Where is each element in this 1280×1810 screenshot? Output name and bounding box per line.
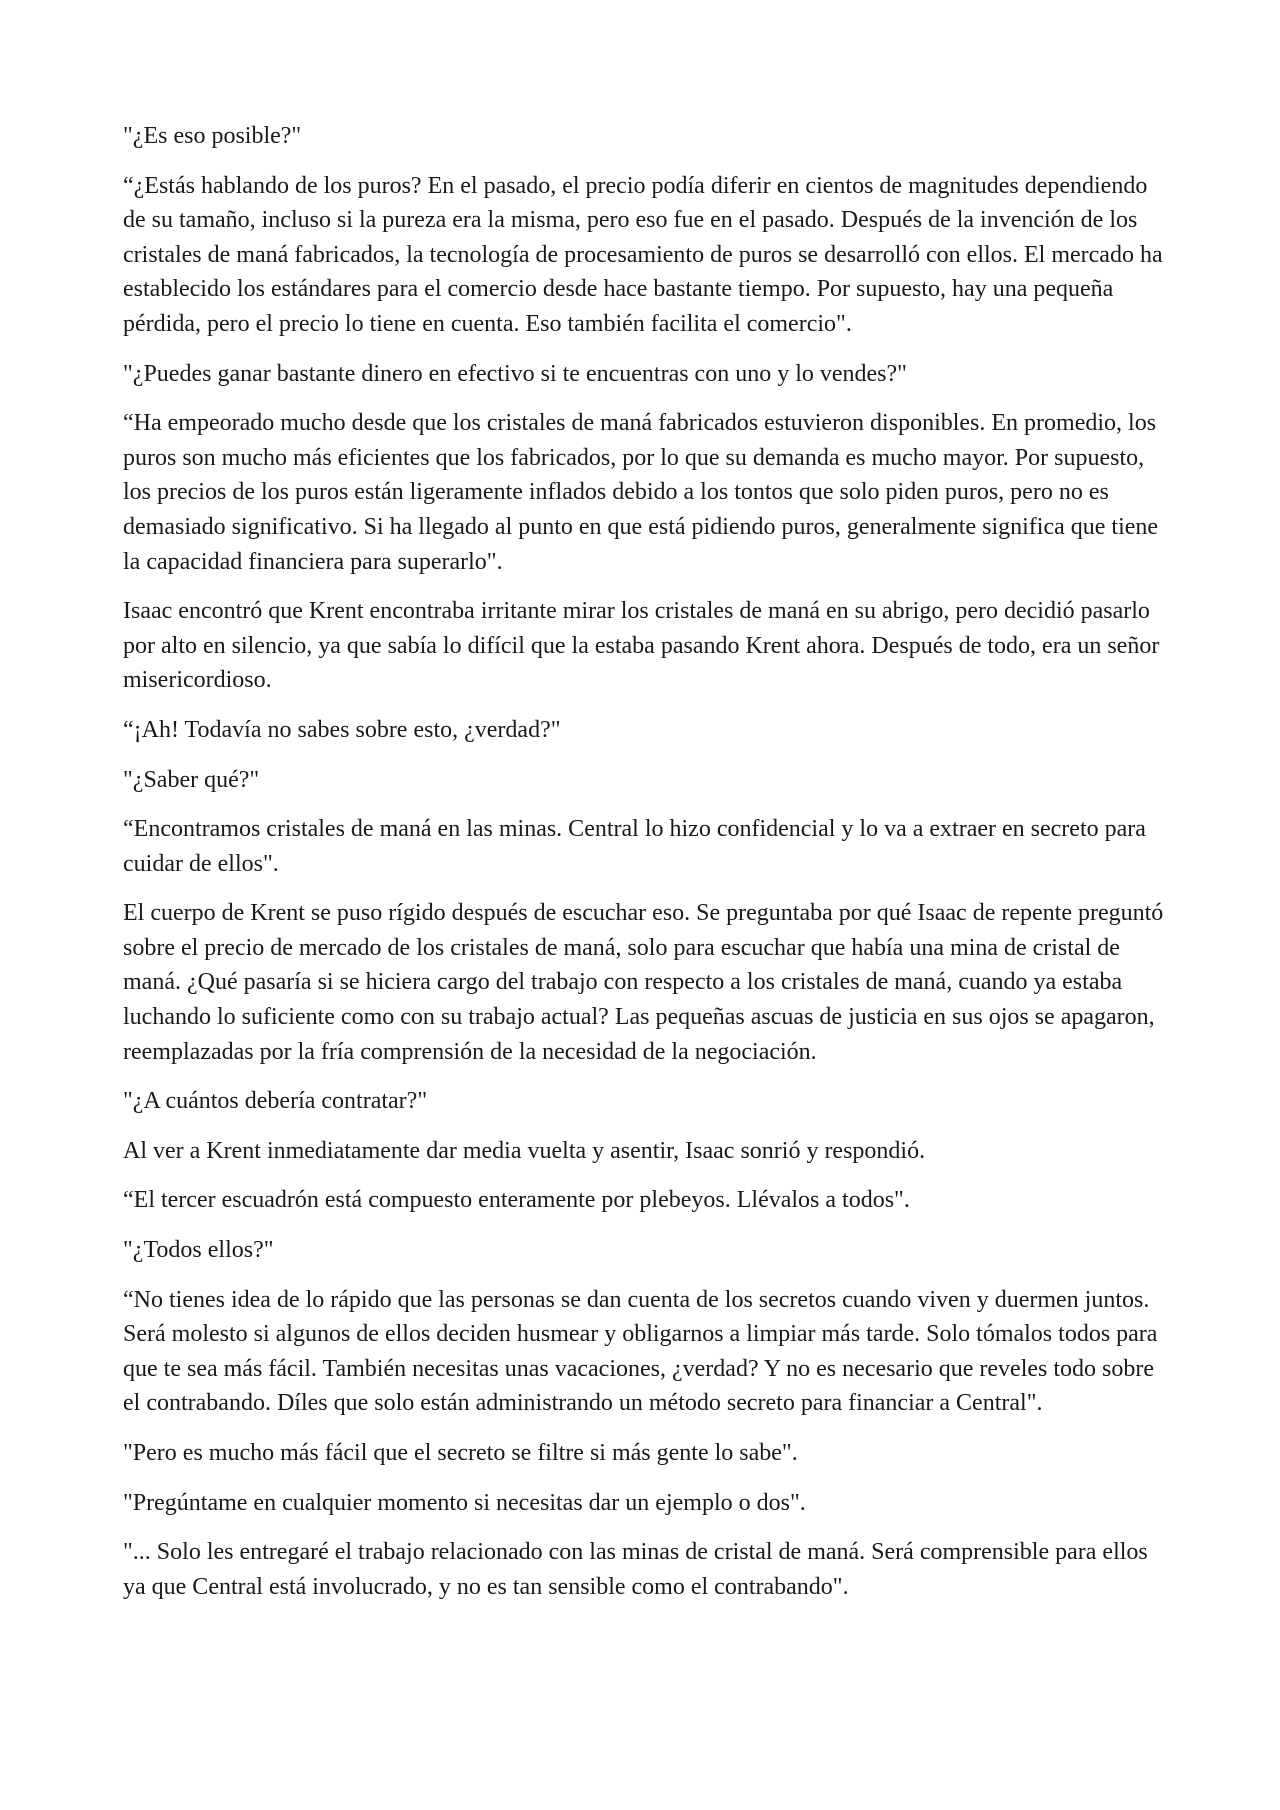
paragraph: "¿Saber qué?" bbox=[123, 766, 260, 793]
paragraph: “El tercer escuadrón está compuesto enteramente por plebeyos. Llévalos a todos". bbox=[123, 1187, 910, 1214]
paragraph: “Encontramos cristales de maná en las minas. Central lo hizo confidencial y lo va a extraer en secreto para cuidar de ellos". bbox=[123, 816, 1146, 877]
paragraph: Isaac encontró que Krent encontraba irritante mirar los cristales de maná en su abrigo, pero decidió pasarlo por alto en silencio, ya que sabía lo difícil que la estaba pasando Krent ahora. Después de todo, era un señor misericordioso. bbox=[123, 598, 1160, 694]
paragraph: “No tienes idea de lo rápido que las personas se dan cuenta de los secretos cuando viven y duermen juntos. Será molesto si algunos de ellos deciden husmear y obligarnos a limpiar más tarde. Solo tómalos todos para que te sea más fácil. También necesitas unas vacaciones, ¿verdad? Y no es necesario que reveles todo sobre el contrabando. Díles que solo están administrando un método secreto para financiar a Central". bbox=[123, 1286, 1158, 1417]
paragraph: Al ver a Krent inmediatamente dar media vuelta y asentir, Isaac sonrió y respondió. bbox=[123, 1137, 926, 1164]
paragraph: “¡Ah! Todavía no sabes sobre esto, ¿verdad?" bbox=[123, 716, 561, 743]
document-page bbox=[123, 119, 1173, 1619]
paragraph: "Pregúntame en cualquier momento si necesitas dar un ejemplo o dos". bbox=[123, 1489, 806, 1516]
paragraph: "Pero es mucho más fácil que el secreto se filtre si más gente lo sabe". bbox=[123, 1440, 798, 1466]
paragraph: “¿Estás hablando de los puros? En el pasado, el precio podía diferir en cientos de magnitudes dependiendo de su tamaño, incluso si la pureza era la misma, pero eso fue en el pasado. Después de la invención de los cristales de maná fabricados, la tecnología de procesamiento de puros se desarrolló con ellos. El mercado ha establecido los estándares para el comercio desde hace bastante tiempo. Por supuesto, hay una pequeña pérdida, pero el precio lo tiene en cuenta. Eso también facilita el comercio". bbox=[123, 172, 1163, 337]
paragraph: "¿Es eso posible?" bbox=[123, 123, 302, 149]
paragraph: El cuerpo de Krent se puso rígido después de escuchar eso. Se preguntaba por qué Isaac de repente preguntó sobre el precio de mercado de los cristales de maná, solo para escuchar que había una mina de cristal de maná. ¿Qué pasaría si se hiciera cargo del trabajo con respecto a los cristales de maná, cuando ya estaba luchando lo suficiente como con su trabajo actual? Las pequeñas ascuas de justicia en sus ojos se apagaron, reemplazadas por la fría comprensión de la necesidad de la negociación. bbox=[123, 900, 1164, 1065]
paragraph: “Ha empeorado mucho desde que los cristales de maná fabricados estuvieron disponibles. En promedio, los puros son mucho más eficientes que los fabricados, por lo que su demanda es mucho mayor. Por supuesto, los precios de los puros están ligeramente inflados debido a los tontos que solo piden puros, pero no es demasiado significativo. Si ha llegado al punto en que está pidiendo puros, generalmente significa que tiene la capacidad financiera para superarlo". bbox=[123, 410, 1159, 575]
paragraph: "... Solo les entregaré el trabajo relacionado con las minas de cristal de maná. Será comprensible para ellos ya que Central está involucrado, y no es tan sensible como el contrabando". bbox=[123, 1539, 1148, 1600]
paragraph: "¿Todos ellos?" bbox=[123, 1237, 274, 1264]
paragraph: "¿A cuántos debería contratar?" bbox=[123, 1088, 428, 1115]
paragraph: "¿Puedes ganar bastante dinero en efectivo si te encuentras con uno y lo vendes?" bbox=[123, 360, 907, 387]
